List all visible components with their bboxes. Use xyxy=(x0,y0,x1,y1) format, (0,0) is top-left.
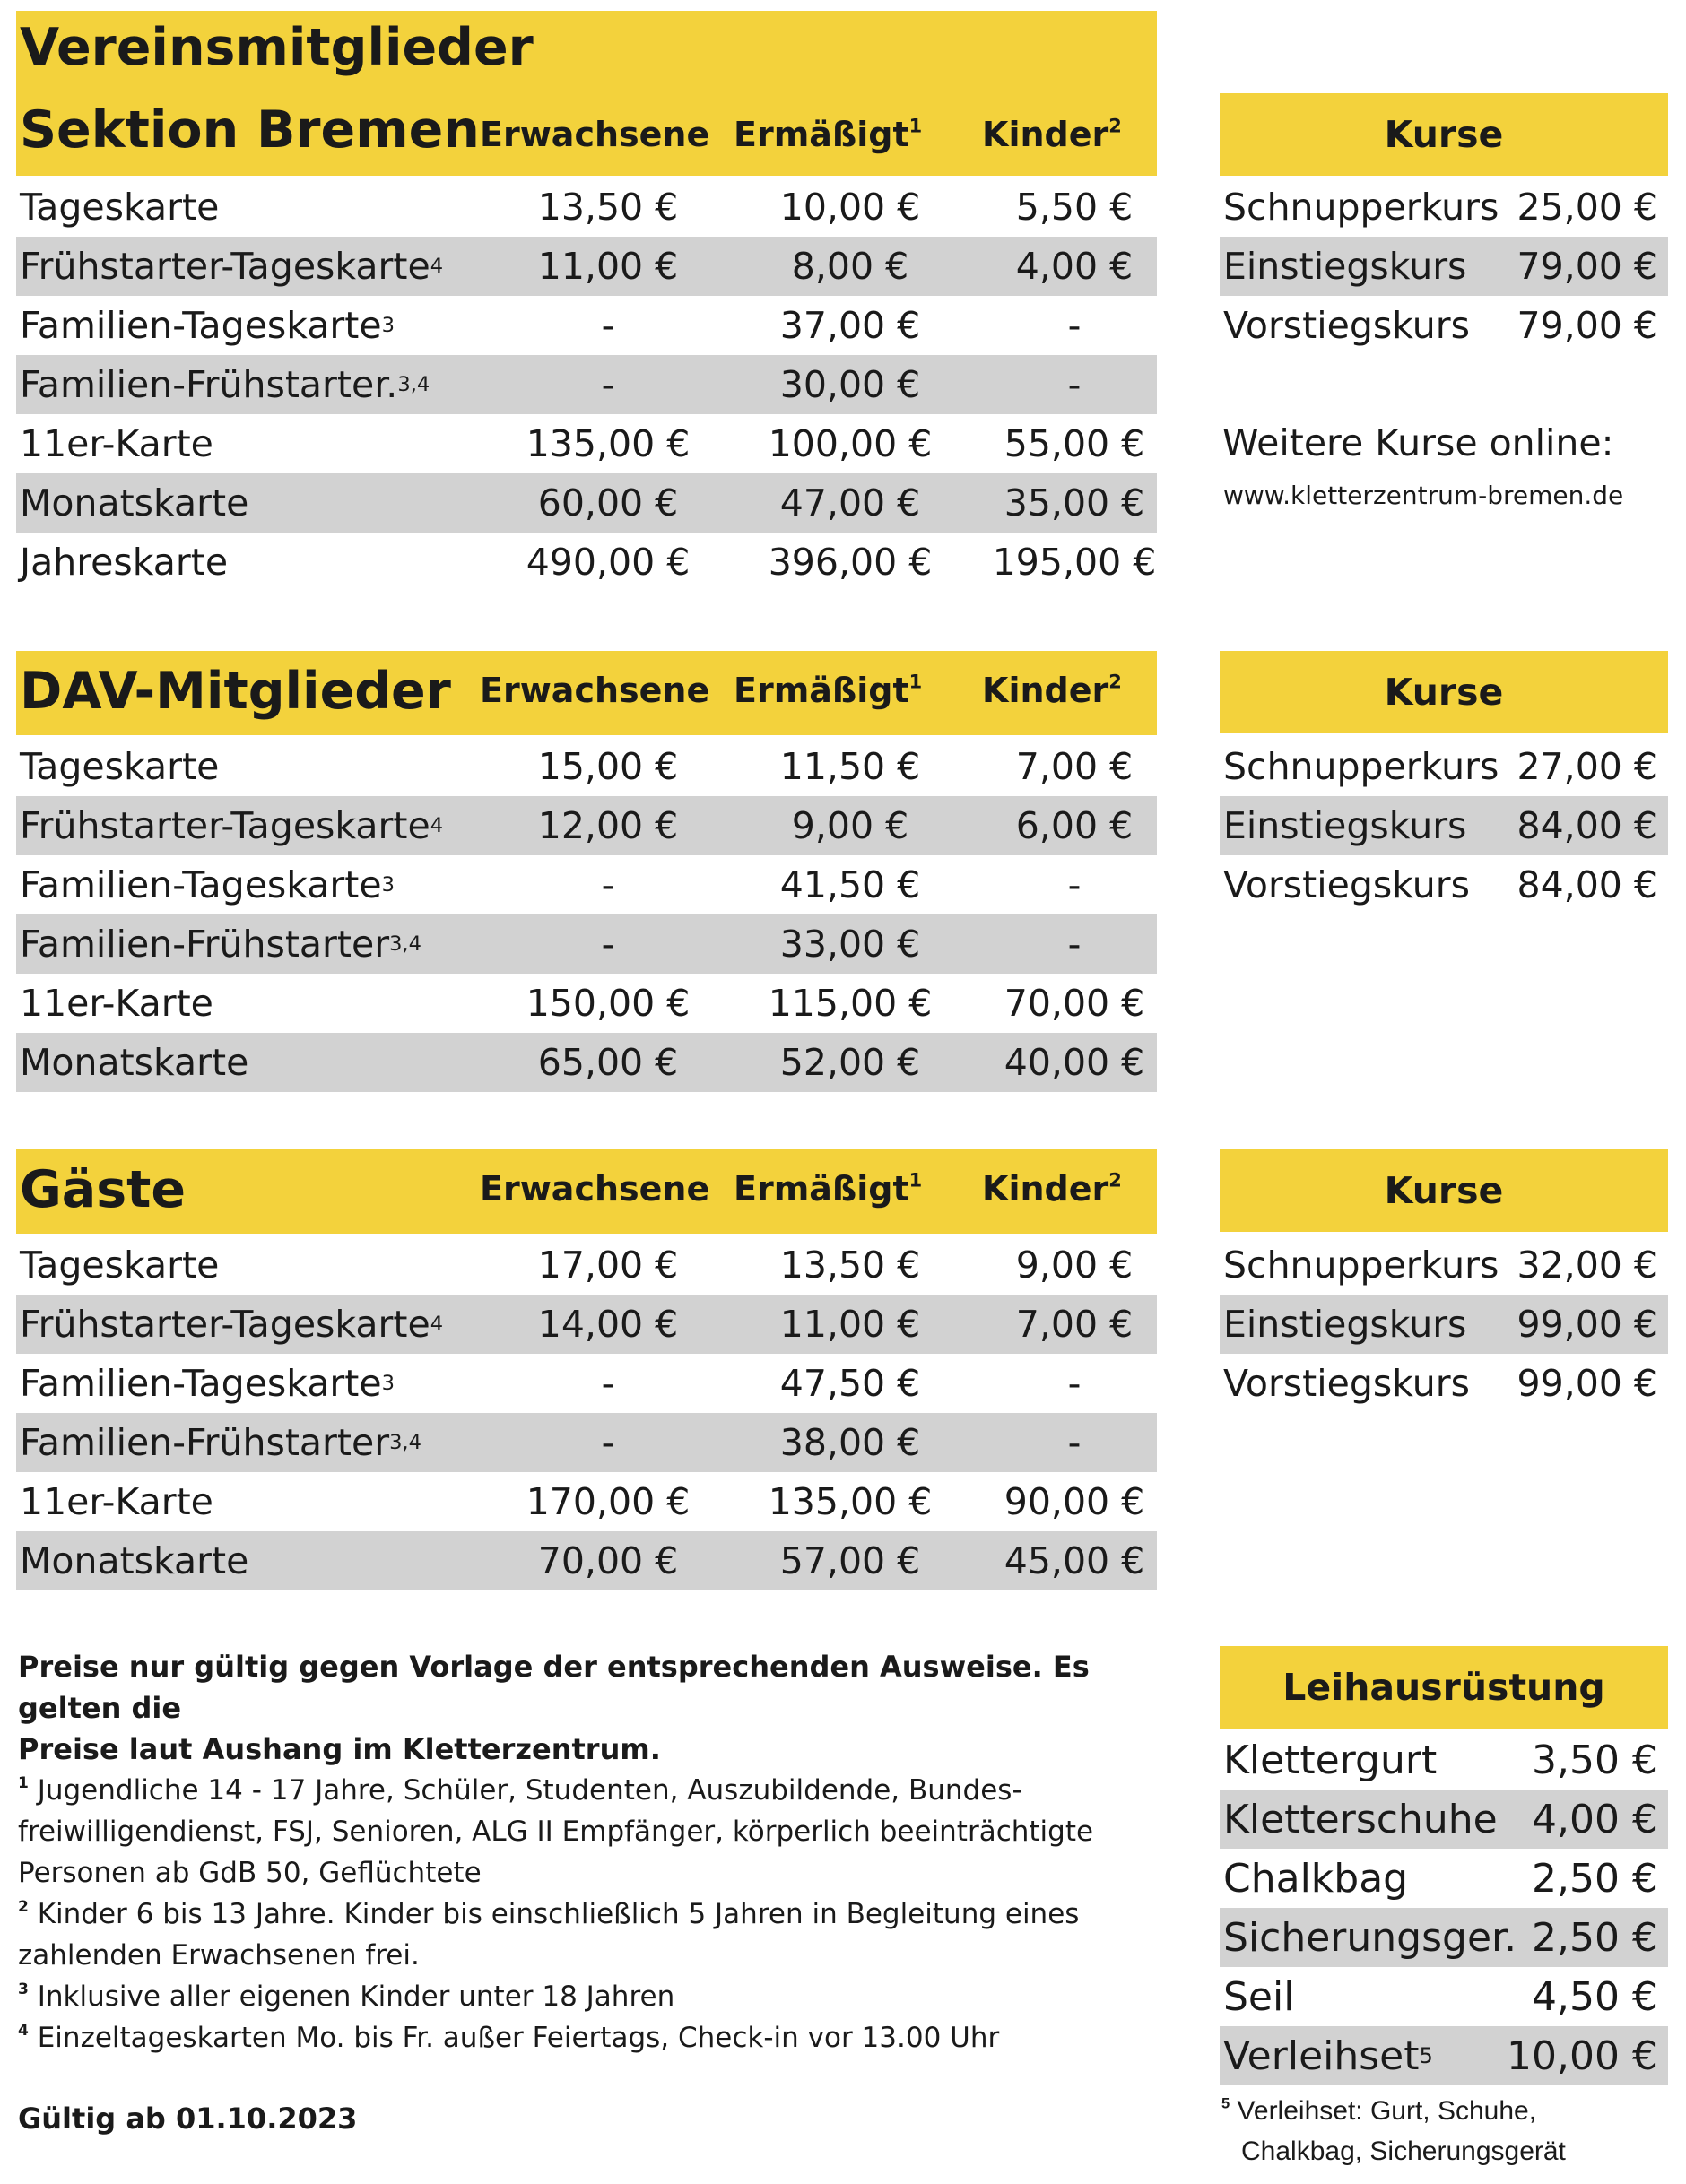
footnote-4 xyxy=(18,2017,1184,2058)
rental-label xyxy=(1223,1967,1294,2026)
row-label: Frühstarter-Tageskarte 4 xyxy=(20,804,444,847)
col-header-children xyxy=(982,1169,1122,1209)
price-adults: 65,00 € xyxy=(537,1041,679,1084)
course-row xyxy=(1220,178,1668,237)
price-children: 9,00 € xyxy=(1015,1244,1134,1287)
col-header-adults: Erwachsene xyxy=(480,115,710,154)
table-row xyxy=(16,1413,1157,1472)
price-reduced: 33,00 € xyxy=(779,923,921,966)
table-row xyxy=(16,1235,1157,1295)
table-row xyxy=(16,1354,1157,1413)
course-row xyxy=(1220,796,1668,855)
footnote-2-num: 2 xyxy=(18,1898,29,1917)
valid-from: Gültig ab 01.10.2023 xyxy=(18,2102,358,2136)
row-label-text: Monatskarte xyxy=(20,1539,249,1582)
price-adults: 490,00 € xyxy=(526,541,691,584)
row-label-text: 11er-Karte xyxy=(20,422,213,465)
row-label: Familien-Frühstarter. 3,4 xyxy=(20,363,430,406)
price-reduced: 47,50 € xyxy=(779,1362,921,1405)
price-adults: 11,00 € xyxy=(537,245,679,288)
course-row xyxy=(1220,855,1668,914)
course-price: 32,00 € xyxy=(1517,1244,1657,1287)
course-label: Einstiegskurs xyxy=(1223,245,1467,288)
price-children: 70,00 € xyxy=(1004,982,1145,1025)
price-adults: 13,50 € xyxy=(537,186,679,229)
price-adults: - xyxy=(601,304,615,347)
rental-footnote-text1: Verleihset: Gurt, Schuhe, xyxy=(1237,2096,1537,2126)
table-row xyxy=(16,796,1157,855)
course-label: Vorstiegskurs xyxy=(1223,1362,1470,1405)
col-header-children-sup: 2 xyxy=(1108,1169,1122,1192)
rental-label xyxy=(1223,1908,1517,1967)
price-reduced: 135,00 € xyxy=(768,1480,933,1523)
rental-price: 10,00 € xyxy=(1507,2032,1657,2079)
rental-footnote-line1 xyxy=(1221,2091,1566,2131)
section2-title: DAV-Mitglieder xyxy=(20,662,451,721)
course-price: 99,00 € xyxy=(1517,1303,1657,1346)
row-label-text: Familien-Frühstarter xyxy=(20,1421,390,1464)
table-row xyxy=(16,1295,1157,1354)
col-header-reduced xyxy=(734,115,922,154)
col-header-children-sup: 2 xyxy=(1108,671,1122,693)
course-price: 84,00 € xyxy=(1517,804,1657,847)
row-label xyxy=(20,974,213,1033)
course-price: 79,00 € xyxy=(1517,245,1657,288)
table-row xyxy=(16,1033,1157,1092)
footnote-1-line1: Jugendliche 14 - 17 Jahre, Schüler, Studenten, Auszubildende, Bundes- xyxy=(37,1774,1022,1807)
table-row xyxy=(16,1472,1157,1531)
row-label-text: Familien-Tageskarte xyxy=(20,1362,382,1405)
table-row xyxy=(16,296,1157,355)
price-reduced: 396,00 € xyxy=(768,541,933,584)
footnote-2 xyxy=(18,1894,1184,1935)
row-label: Familien-Tageskarte 3 xyxy=(20,304,395,347)
col-header-children xyxy=(982,115,1122,154)
price-adults: - xyxy=(601,363,615,406)
row-label-text: Frühstarter-Tageskarte xyxy=(20,804,430,847)
col-header-children-text: Kinder xyxy=(982,671,1109,710)
price-reduced: 57,00 € xyxy=(779,1539,921,1582)
course-price: 79,00 € xyxy=(1517,304,1657,347)
price-reduced: 37,00 € xyxy=(779,304,921,347)
course-row xyxy=(1220,237,1668,296)
row-label xyxy=(20,1235,219,1295)
col-header-reduced xyxy=(734,671,922,710)
row-label-text: Familien-Frühstarter. xyxy=(20,363,398,406)
row-label-text: Tageskarte xyxy=(20,745,220,788)
rental-row xyxy=(1220,1967,1668,2026)
price-reduced: 41,50 € xyxy=(779,863,921,906)
price-reduced: 100,00 € xyxy=(768,422,933,465)
row-label: Frühstarter-Tageskarte 4 xyxy=(20,1303,444,1346)
rental-price: 2,50 € xyxy=(1532,1855,1657,1902)
price-adults: 150,00 € xyxy=(526,982,691,1025)
course-label: Schnupperkurs xyxy=(1223,745,1499,788)
row-label-text: 11er-Karte xyxy=(20,1480,213,1523)
course-label: Schnupperkurs xyxy=(1223,186,1499,229)
row-label xyxy=(20,533,228,592)
price-children: 195,00 € xyxy=(992,541,1157,584)
price-children: 5,50 € xyxy=(1015,186,1134,229)
course-price: 25,00 € xyxy=(1517,186,1657,229)
rental-label-text: Kletterschuhe xyxy=(1223,1796,1498,1842)
price-reduced: 115,00 € xyxy=(768,982,933,1025)
price-children: - xyxy=(1067,923,1082,966)
section3-title: Gäste xyxy=(20,1160,187,1219)
rental-label-text: Chalkbag xyxy=(1223,1855,1409,1902)
price-children: 55,00 € xyxy=(1004,422,1145,465)
price-adults: - xyxy=(601,1362,615,1405)
course-price: 84,00 € xyxy=(1517,863,1657,906)
website-link[interactable]: www.kletterzentrum-bremen.de xyxy=(1223,481,1624,510)
price-reduced: 47,00 € xyxy=(779,481,921,524)
price-adults: 135,00 € xyxy=(526,422,691,465)
course-price: 27,00 € xyxy=(1517,745,1657,788)
price-reduced: 38,00 € xyxy=(779,1421,921,1464)
price-reduced: 11,00 € xyxy=(779,1303,921,1346)
price-adults: 12,00 € xyxy=(537,804,679,847)
footnote-1-line3: Personen ab GdB 50, Geflüchtete xyxy=(18,1857,482,1889)
row-label-text: Jahreskarte xyxy=(20,541,229,584)
row-label-text: Monatskarte xyxy=(20,481,249,524)
footnotes xyxy=(18,1646,1184,2139)
rental-label xyxy=(1223,1849,1408,1908)
footnote-4-num: 4 xyxy=(18,2022,29,2041)
course-row xyxy=(1220,1354,1668,1413)
course-label: Einstiegskurs xyxy=(1223,1303,1467,1346)
price-children: 40,00 € xyxy=(1004,1041,1145,1084)
course-row xyxy=(1220,1295,1668,1354)
rental-row xyxy=(1220,1730,1668,1790)
col-header-children-text: Kinder xyxy=(982,115,1109,154)
rental-row xyxy=(1220,1790,1668,1849)
rental-footnote xyxy=(1221,2091,1566,2171)
table-row xyxy=(16,1531,1157,1590)
section3-courses-header: Kurse xyxy=(1220,1149,1668,1232)
price-children: 7,00 € xyxy=(1015,1303,1134,1346)
course-label: Vorstiegskurs xyxy=(1223,304,1470,347)
rental-price: 4,00 € xyxy=(1532,1796,1657,1842)
rental-label xyxy=(1223,1730,1437,1790)
price-adults: 15,00 € xyxy=(537,745,679,788)
table-row xyxy=(16,914,1157,974)
col-header-adults: Erwachsene xyxy=(480,671,710,710)
section2-courses-header: Kurse xyxy=(1220,651,1668,733)
rental-price: 2,50 € xyxy=(1532,1914,1657,1961)
row-label xyxy=(20,414,213,473)
table-row xyxy=(16,355,1157,414)
rental-price: 3,50 € xyxy=(1532,1737,1657,1783)
row-label-text: Monatskarte xyxy=(20,1041,249,1084)
price-reduced: 8,00 € xyxy=(791,245,909,288)
price-reduced: 10,00 € xyxy=(779,186,921,229)
course-row xyxy=(1220,296,1668,355)
price-adults: - xyxy=(601,923,615,966)
price-children: 7,00 € xyxy=(1015,745,1134,788)
rental-row xyxy=(1220,2026,1668,2085)
table-row xyxy=(16,533,1157,592)
table-row xyxy=(16,414,1157,473)
rental-label-text: Klettergurt xyxy=(1223,1737,1438,1783)
col-header-reduced-sup: 1 xyxy=(908,115,923,137)
price-adults: 170,00 € xyxy=(526,1480,691,1523)
price-adults: 60,00 € xyxy=(537,481,679,524)
course-label: Einstiegskurs xyxy=(1223,804,1467,847)
price-adults: 14,00 € xyxy=(537,1303,679,1346)
row-label: Familien-Frühstarter 3,4 xyxy=(20,1421,422,1464)
rental-price: 4,50 € xyxy=(1532,1973,1657,2020)
price-children: 90,00 € xyxy=(1004,1480,1145,1523)
table-row xyxy=(16,974,1157,1033)
price-reduced: 9,00 € xyxy=(791,804,909,847)
price-children: - xyxy=(1067,363,1082,406)
row-label-text: 11er-Karte xyxy=(20,982,213,1025)
footnote-2-line1: Kinder 6 bis 13 Jahre. Kinder bis einschließlich 5 Jahren in Begleitung eines xyxy=(37,1898,1080,1930)
table-row xyxy=(16,473,1157,533)
col-header-reduced xyxy=(734,1169,922,1209)
section1-title-line1: Vereinsmitglieder xyxy=(20,18,534,77)
row-label-text: Tageskarte xyxy=(20,1244,220,1287)
footnote-1 xyxy=(18,1770,1184,1811)
table-row xyxy=(16,855,1157,914)
col-header-children xyxy=(982,671,1122,710)
rental-label xyxy=(1223,1790,1498,1849)
row-label-text: Frühstarter-Tageskarte xyxy=(20,1303,430,1346)
rental-row xyxy=(1220,1908,1668,1967)
price-children: 35,00 € xyxy=(1004,481,1145,524)
row-label: Familien-Tageskarte 3 xyxy=(20,1362,395,1405)
row-label xyxy=(20,1531,248,1590)
row-label xyxy=(20,1033,248,1092)
price-adults: 70,00 € xyxy=(537,1539,679,1582)
rental-header: Leihausrüstung xyxy=(1220,1646,1668,1729)
row-label xyxy=(20,473,248,533)
price-children: 6,00 € xyxy=(1015,804,1134,847)
row-label-text: Tageskarte xyxy=(20,186,220,229)
course-row xyxy=(1220,1235,1668,1295)
price-reduced: 13,50 € xyxy=(779,1244,921,1287)
row-label xyxy=(20,178,219,237)
price-children: - xyxy=(1067,1362,1082,1405)
notes-bold-line2: Preise laut Aushang im Kletterzentrum. xyxy=(18,1732,661,1766)
section1-courses-header: Kurse xyxy=(1220,93,1668,176)
footnote-4-line1: Einzeltageskarten Mo. bis Fr. außer Feiertags, Check-in vor 13.00 Uhr xyxy=(37,2022,1000,2054)
table-row xyxy=(16,737,1157,796)
footnote-2-line2: zahlenden Erwachsenen frei. xyxy=(18,1939,420,1972)
table-row xyxy=(16,237,1157,296)
course-label: Vorstiegskurs xyxy=(1223,863,1470,906)
footnote-3-line1: Inklusive aller eigenen Kinder unter 18 Jahren xyxy=(37,1980,675,2013)
table-row xyxy=(16,178,1157,237)
row-label: Familien-Frühstarter 3,4 xyxy=(20,923,422,966)
notes-bold-line1: Preise nur gültig gegen Vorlage der entsprechenden Ausweise. Es gelten die xyxy=(18,1650,1090,1725)
row-label-text: Familien-Tageskarte xyxy=(20,863,382,906)
rental-label-text: Seil xyxy=(1223,1973,1295,2020)
price-children: - xyxy=(1067,1421,1082,1464)
price-children: 45,00 € xyxy=(1004,1539,1145,1582)
price-reduced: 11,50 € xyxy=(779,745,921,788)
footnote-1-line2: freiwilligendienst, FSJ, Senioren, ALG II Empfänger, körperlich beeinträchtigte xyxy=(18,1816,1094,1848)
row-label-text: Familien-Tageskarte xyxy=(20,304,382,347)
rental-label-text: Sicherungsger. xyxy=(1223,1914,1517,1961)
price-reduced: 52,00 € xyxy=(779,1041,921,1084)
price-reduced: 30,00 € xyxy=(779,363,921,406)
row-label-text: Frühstarter-Tageskarte xyxy=(20,245,430,288)
col-header-reduced-sup: 1 xyxy=(908,1169,923,1192)
section1-title-line2: Sektion Bremen xyxy=(20,100,480,160)
col-header-adults: Erwachsene xyxy=(480,1169,710,1209)
col-header-reduced-sup: 1 xyxy=(908,671,923,693)
row-label xyxy=(20,737,219,796)
col-header-reduced-text: Ermäßigt xyxy=(734,1169,909,1209)
price-children: 4,00 € xyxy=(1015,245,1134,288)
price-children: - xyxy=(1067,863,1082,906)
footnote-3 xyxy=(18,1976,1184,2017)
course-row xyxy=(1220,737,1668,796)
footnote-1-num: 1 xyxy=(18,1774,29,1793)
course-label: Schnupperkurs xyxy=(1223,1244,1499,1287)
row-label: Frühstarter-Tageskarte 4 xyxy=(20,245,444,288)
rental-label: Verleihset 5 xyxy=(1223,2032,1433,2079)
col-header-children-sup: 2 xyxy=(1108,115,1122,137)
rental-footnote-num: 5 xyxy=(1221,2095,1230,2112)
price-adults: 17,00 € xyxy=(537,1244,679,1287)
price-adults: - xyxy=(601,1421,615,1464)
col-header-reduced-text: Ermäßigt xyxy=(734,671,909,710)
course-price: 99,00 € xyxy=(1517,1362,1657,1405)
footnote-3-num: 3 xyxy=(18,1980,29,1999)
rental-row xyxy=(1220,1849,1668,1908)
price-adults: - xyxy=(601,863,615,906)
row-label xyxy=(20,1472,213,1531)
col-header-reduced-text: Ermäßigt xyxy=(734,115,909,154)
row-label-text: Familien-Frühstarter xyxy=(20,923,390,966)
price-children: - xyxy=(1067,304,1082,347)
row-label: Familien-Tageskarte 3 xyxy=(20,863,395,906)
rental-footnote-line2: Chalkbag, Sicherungsgerät xyxy=(1241,2136,1566,2166)
more-courses-text: Weitere Kurse online: xyxy=(1222,421,1614,464)
col-header-children-text: Kinder xyxy=(982,1169,1109,1209)
rental-label-text: Verleihset xyxy=(1223,2032,1420,2079)
